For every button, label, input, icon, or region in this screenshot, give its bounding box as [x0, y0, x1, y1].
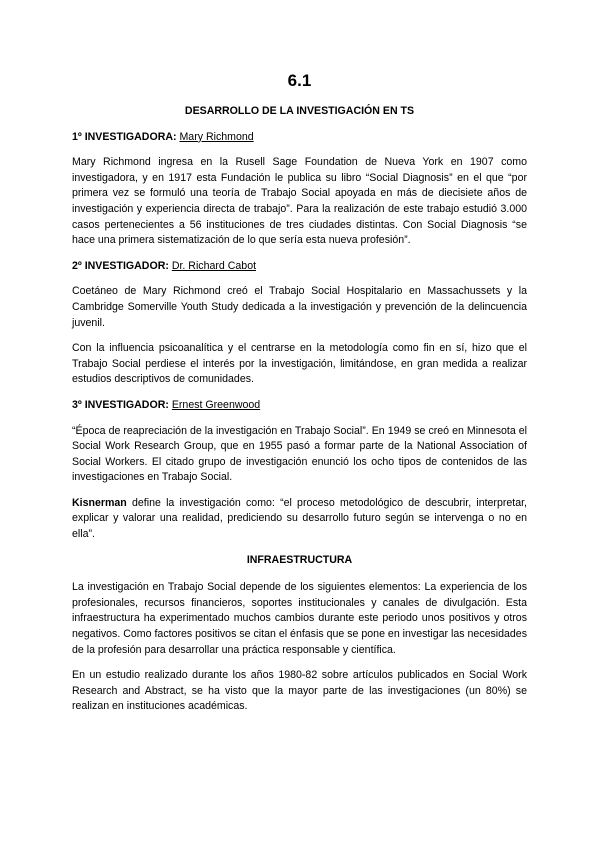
investigator-2-paragraph-1: Coetáneo de Mary Richmond creó el Trabajo Social Hospitalario en Massachussets y la Cambridge Somerville Youth Study dedicada a la investigación y prevención de la delincuencia juvenil.: [72, 285, 527, 329]
document-page: [72, 70, 527, 725]
investigator-2-label: 2º INVESTIGADOR:: [72, 259, 169, 272]
kisnerman-paragraph: [72, 496, 527, 543]
investigator-1-name: Mary Richmond: [179, 130, 254, 143]
investigator-1-paragraph: Mary Richmond ingresa en la Rusell Sage Foundation de Nueva York en 1907 como investigadora, y en 1917 esta Fundación le publica su libro “Social Diagnosis” en el que “por primera vez se formuló una teoría de Trabajo Social apoyada en más de diecisiete años de investigación y experiencia directa de trabajo”. Para la realización de este trabajo estudió 3.000 casos pertenecientes a 56 instituciones de tres ciudades distintas. Con Social Diagnosis “se hace una primera sistematización de lo que sería esta nueva profesión”.: [72, 156, 527, 247]
investigator-3-heading: [72, 398, 527, 414]
section-number: 6.1: [287, 71, 312, 90]
investigator-1-heading: [72, 130, 527, 146]
infraestructura-heading: INFRAESTRUCTURA: [246, 553, 353, 566]
investigator-1-label: 1º INVESTIGADORA:: [72, 130, 177, 143]
investigator-2-paragraph-2: Con la influencia psicoanalítica y el centrarse en la metodología como fin en sí, hizo que el Trabajo Social perdiese el interés por la investigación, limitándose, en gran medida a realizar estudios descriptivos de comunidades.: [72, 342, 527, 386]
kisnerman-name: Kisnerman: [72, 496, 127, 509]
kisnerman-text: define la investigación como: “el proceso metodológico de descubrir, interpretar, explicar y valorar una realidad, prediciendo su desarrollo futuro según se intervenga o no en ella”.: [72, 496, 527, 541]
investigator-3-paragraph: “Época de reapreciación de la investigación en Trabajo Social”. En 1949 se creó en Minnesota el Social Work Research Group, que en 1955 pasó a formar parte de la National Association of Social Workers. El citado grupo de investigación enunció los ocho tipos de contenidos de las investigaciones en Trabajo Social.: [72, 424, 527, 484]
infraestructura-paragraph-2: En un estudio realizado durante los años 1980-82 sobre artículos publicados en Social Work Research and Abstract, se ha visto que la mayor parte de las investigaciones (un 80%) se realizan en instituciones académicas.: [72, 669, 527, 713]
investigator-2-name: Dr. Richard Cabot: [171, 259, 257, 272]
investigator-2-heading: [72, 259, 527, 275]
investigator-3-name: Ernest Greenwood: [171, 398, 261, 411]
investigator-3-label: 3º INVESTIGADOR:: [72, 398, 169, 411]
infraestructura-paragraph-1: La investigación en Trabajo Social depende de los siguientes elementos: La experiencia de los profesionales, recursos financieros, soportes institucionales y canales de divulgación. Esta infraestructura ha experimentado muchos cambios durante este periodo unos positivos y otros negativos. Como factores positivos se citan el énfasis que se pone en investigar las necesidades de la profesión para desarrollar una práctica responsable y científica.: [72, 581, 527, 656]
section-title: DESARROLLO DE LA INVESTIGACIÓN EN TS: [184, 105, 415, 117]
